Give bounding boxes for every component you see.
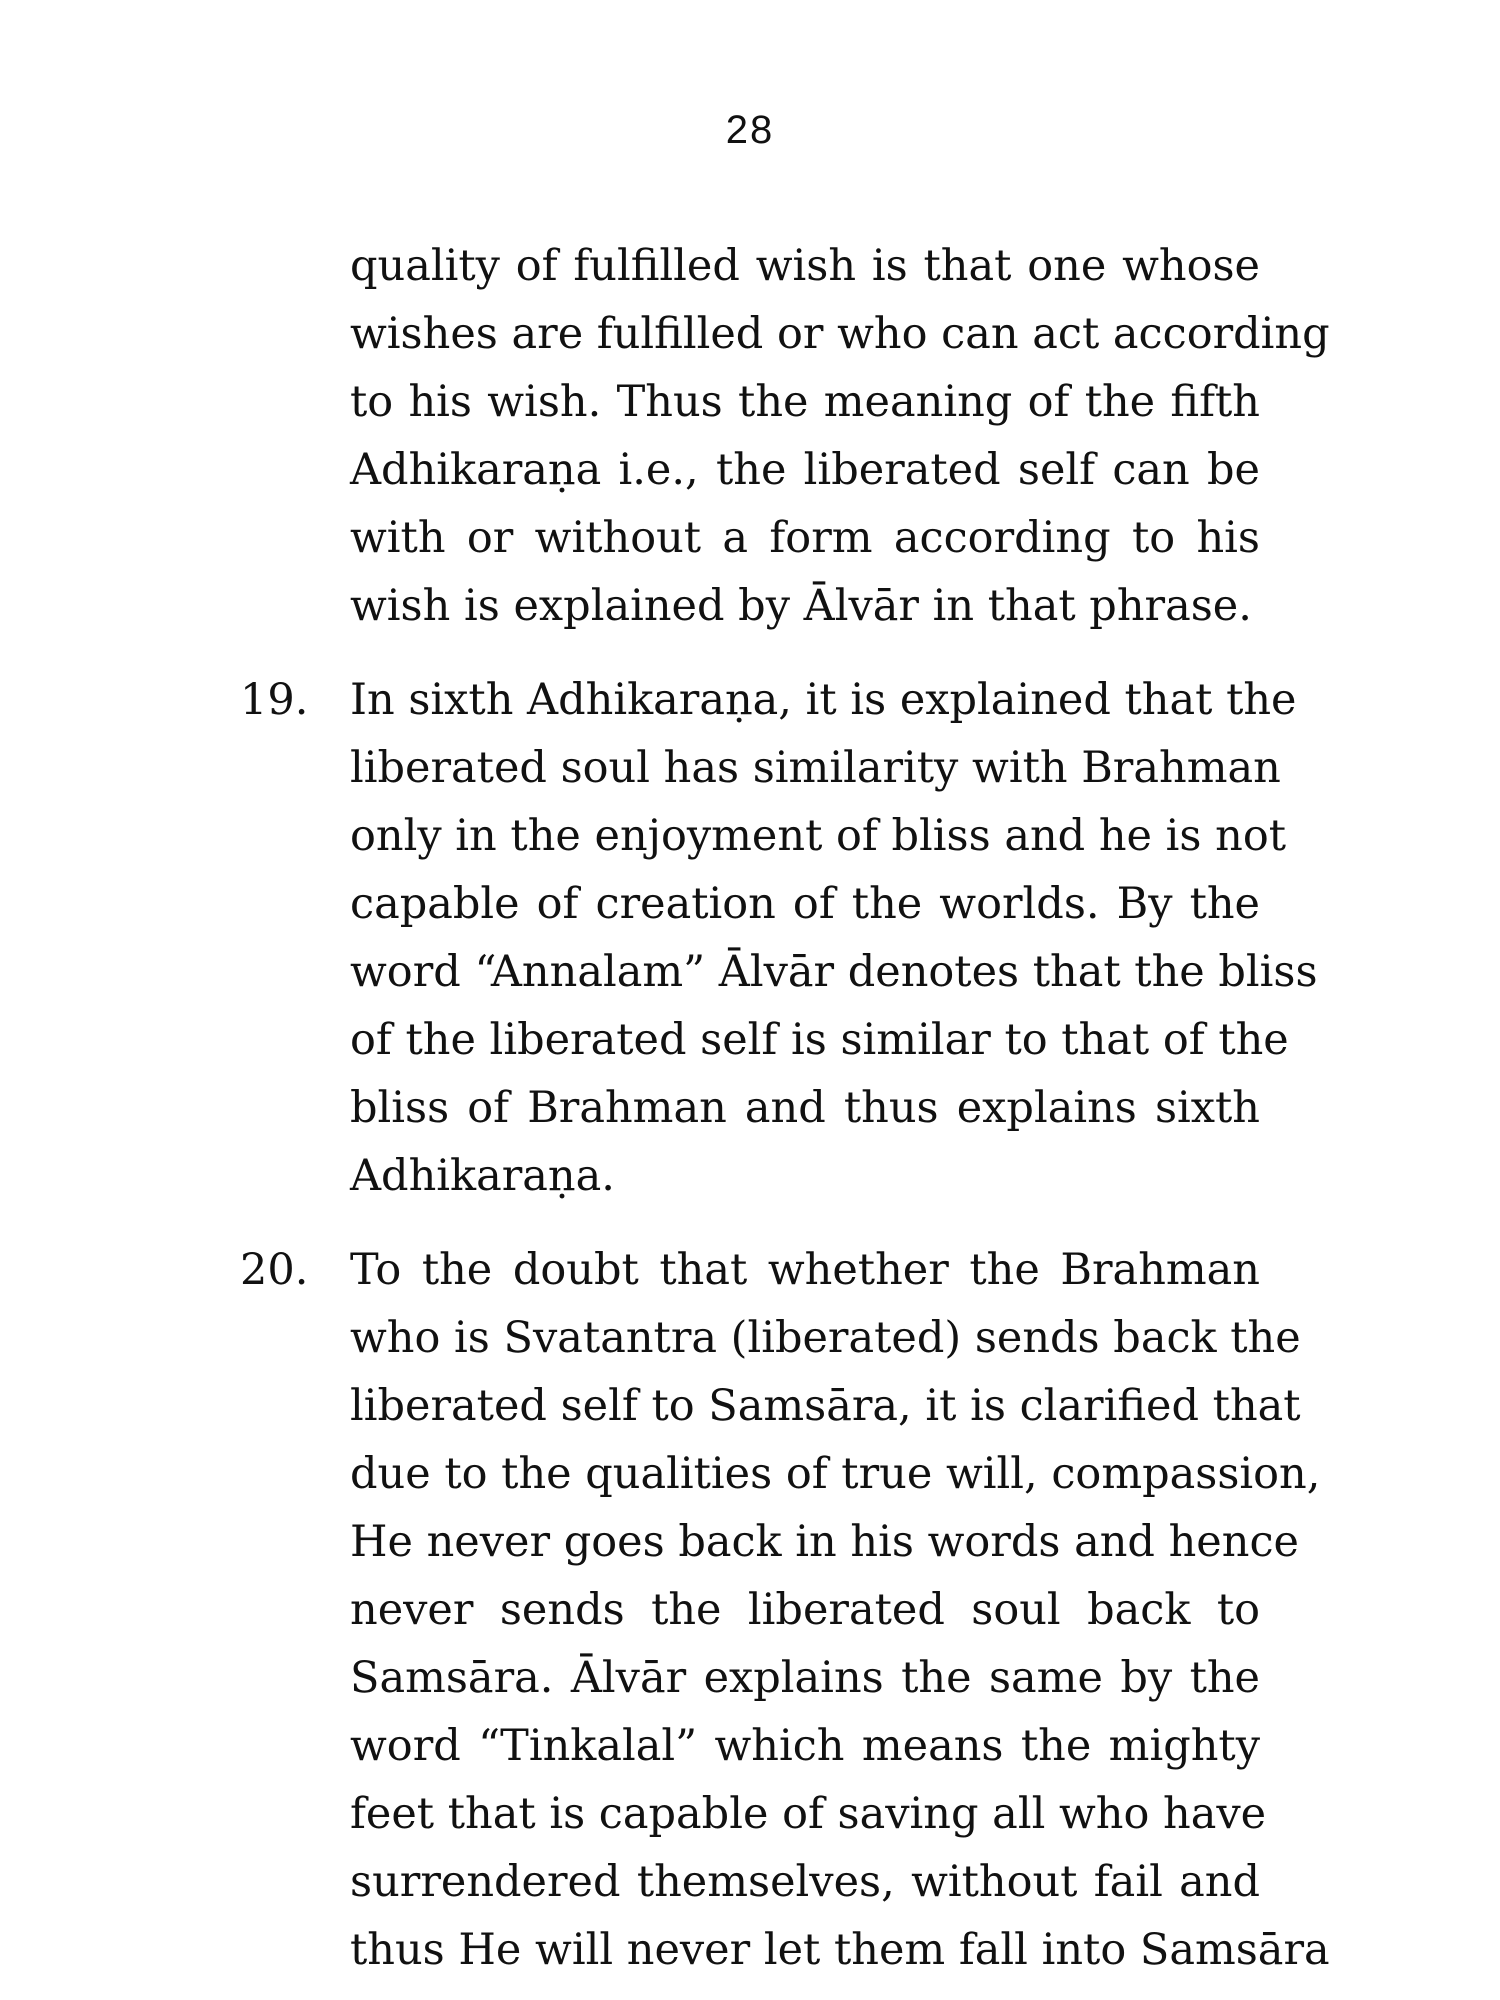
text-line: word “Annalam” Ālvār denotes that the bliss [350,947,1318,997]
text-line: who is Svatantra (liberated) sends back the [350,1313,1301,1363]
text-line: to his wish. Thus the meaning of the fifth [350,377,1260,427]
text-line: Adhikaraṇa i.e., the liberated self can be [350,445,1260,495]
text-line: of the liberated self is similar to that of the [350,1015,1289,1065]
text-line: bliss of Brahman and thus explains sixth [350,1083,1260,1133]
text-line: thus He will never let them fall into Samsāra [350,1925,1330,1975]
paragraph-number: 20. [240,1245,309,1295]
text-line: surrendered themselves, without fail and [350,1857,1260,1907]
text-line: only in the enjoyment of bliss and he is not [350,811,1287,861]
text-line: In sixth Adhikaraṇa, it is explained that the [350,675,1297,725]
text-line: wishes are fulfilled or who can act according [350,309,1330,359]
paragraph-number: 19. [240,675,309,725]
text-line: capable of creation of the worlds. By the [350,879,1260,929]
text-line: with or without a form according to his [350,513,1260,563]
page-number: 28 [725,108,775,152]
text-line: liberated self to Samsāra, it is clarified that [350,1381,1301,1431]
text-line: wish is explained by Ālvār in that phrase. [350,581,1252,631]
text-line: Adhikaraṇa. [350,1151,615,1201]
text-line: He never goes back in his words and hence [350,1517,1299,1567]
text-line: never sends the liberated soul back to [350,1585,1260,1635]
text-line: word “Tinkalal” which means the mighty [350,1721,1260,1771]
text-line: Samsāra. Ālvār explains the same by the [350,1653,1260,1703]
text-line: liberated soul has similarity with Brahman [350,743,1281,793]
text-line: quality of fulfilled wish is that one whose [350,241,1260,291]
text-line: due to the qualities of true will, compassion, [350,1449,1321,1499]
text-line: feet that is capable of saving all who have [350,1789,1267,1839]
text-line: To the doubt that whether the Brahman [350,1245,1260,1295]
